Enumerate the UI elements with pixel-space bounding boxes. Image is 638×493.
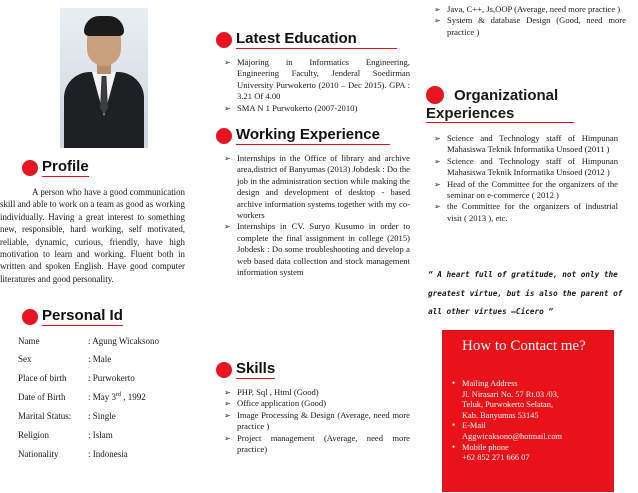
contact-mailing-label: • Mailing Address [452, 378, 518, 388]
education-list [224, 57, 410, 114]
contact-title: How to Contact me? [462, 338, 586, 354]
organizational-list [434, 133, 618, 224]
arrow-bullet-icon: ➢ [224, 433, 231, 443]
organizational-heading: Organizational Experiences [426, 86, 626, 123]
arrow-bullet-icon: ➢ [434, 5, 441, 14]
list-item: ➢ Office application (Good) [224, 398, 327, 409]
contact-email-label: • E-Mail [452, 420, 486, 431]
arrow-bullet-icon: ➢ [434, 134, 441, 143]
arrow-bullet-icon: ➢ [434, 16, 441, 26]
red-bullet-icon [22, 160, 38, 176]
arrow-bullet-icon: ➢ [224, 103, 231, 113]
arrow-bullet-icon: ➢ [224, 222, 231, 232]
mailing-address-line: Kab. Banyumas 53145 [462, 410, 539, 420]
list-item: ➢ PHP, Sql , Html (Good) [224, 387, 319, 397]
arrow-bullet-icon: ➢ [224, 58, 231, 67]
phone-number: +62 852 271 666 07 [462, 453, 530, 463]
red-bullet-icon [216, 32, 232, 48]
experience-list [224, 153, 410, 278]
red-bullet-icon [426, 86, 444, 104]
dot-bullet-icon: • [452, 441, 456, 452]
profile-text: A person who have a good communication skill and able to work on a team as good as working individually. Having a great interest to something new, responsible, hard working, self motivated, reliable, dynamic, curious, friendly, have high motivation to learn and working. Fluent both in written and spoken English. Have good computer literatures and good personality. [0, 187, 185, 284]
arrow-bullet-icon: ➢ [224, 388, 231, 397]
list-item: ➢ Majoring in Informatics Engineering, Engineering Faculty, Jenderal Soedirman University Purwokerto (2010 – Dec 2015). GPA : 3.21 Of 4.00 [224, 57, 410, 102]
dot-bullet-icon: • [452, 378, 456, 388]
profile-heading: Profile [22, 158, 89, 177]
contact-phone-label: • Mobile phone [452, 441, 509, 452]
skills-list-continued [434, 4, 626, 38]
list-item: ➢ Science and Technology staff of Himpunan Mahasiswa Teknik Informatika Unsoed (2011 ) [434, 133, 618, 155]
contact-list [452, 379, 610, 464]
arrow-bullet-icon: ➢ [434, 156, 441, 166]
arrow-bullet-icon: ➢ [434, 202, 441, 212]
arrow-bullet-icon: ➢ [224, 154, 231, 163]
list-item: ➢ Project management (Average, need more practice) [224, 432, 410, 455]
list-item: ➢ Head of the Committee for the organizers of the seminar on e-commerce ( 2012 ) [434, 178, 618, 201]
skills-heading: Skills [216, 360, 275, 379]
dot-bullet-icon: • [452, 420, 456, 431]
skills-list [224, 387, 410, 455]
latest-education-heading: Latest Education [216, 30, 397, 49]
mailing-address-line: Teluk, Purwokerto Selatan, [462, 400, 554, 410]
working-experience-heading: Working Experience [216, 126, 390, 145]
arrow-bullet-icon: ➢ [224, 410, 231, 420]
email-address[interactable]: Aggwicaksono@hotmail.com [462, 431, 563, 441]
mailing-address-line: Jl. Nirasari No. 57 Rt.03 /03, [462, 389, 560, 399]
red-bullet-icon [22, 309, 38, 325]
list-item: ➢ Science and Technology staff of Himpunan Mahasiswa Teknik Informatika Unsoed (2012 ) [434, 155, 618, 178]
red-bullet-icon [216, 128, 232, 144]
cicero-quote: “ A heart full of gratitude, not only the greatest virtue, but is also the parent of all other virtues –Cicero ” [428, 270, 623, 317]
list-item: ➢ Internships in CV. Suryo Kusumo in order to complete the final assignment in college (2015) Jobdesk : Do some troubleshooting and develop a web based data collection and stock management information system [224, 221, 410, 278]
arrow-bullet-icon: ➢ [224, 399, 231, 409]
list-item: ➢ Image Processing & Design (Average, need more practice ) [224, 409, 410, 432]
list-item: ➢ SMA N 1 Purwokerto (2007-2010) [224, 102, 358, 113]
list-item: ➢ the Committee for the organizers of industrial visit ( 2013 ), etc. [434, 201, 618, 223]
list-item: ➢ Internships in the Office of library and archive area,district of Banyumas (2013) Jobdesk : Do the job in the administration section while making the design and development of desktop - based archive information systems together with my co-workers [224, 153, 410, 221]
red-bullet-icon [216, 362, 232, 378]
profile-photo [60, 8, 148, 148]
contact-box [442, 330, 614, 492]
list-item: ➢ Java, C++, Js,OOP (Average, need more practice ) [434, 4, 621, 14]
arrow-bullet-icon: ➢ [434, 179, 441, 189]
list-item: ➢ System & database Design (Good, need more practice ) [434, 15, 626, 37]
personal-id-heading: Personal Id [22, 307, 123, 326]
